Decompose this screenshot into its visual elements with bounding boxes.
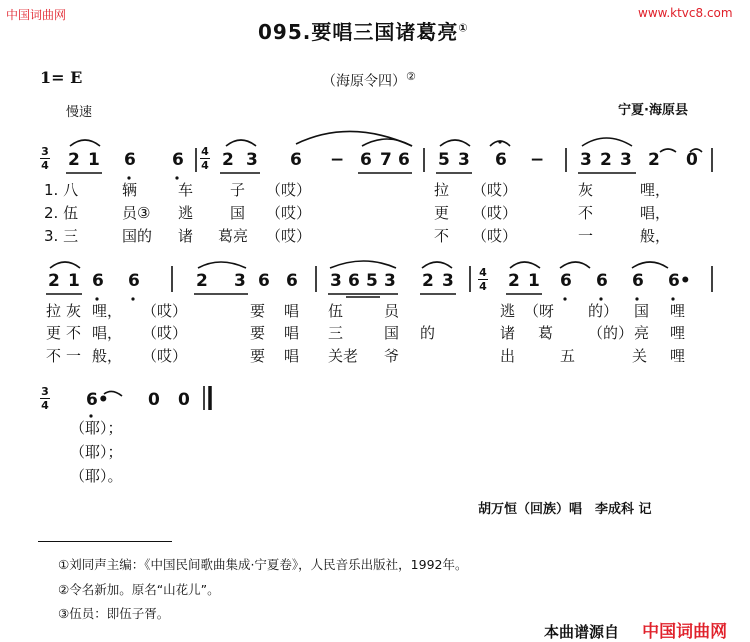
slur (70, 140, 100, 146)
octave-dot (563, 297, 566, 300)
footnote-3: ③伍员：即伍子胥。 (58, 606, 170, 621)
octave-dot (635, 297, 638, 300)
rest: 0 (178, 390, 190, 410)
note: 3 (246, 150, 258, 170)
octave-dot (89, 414, 92, 417)
lyric: 逃 (178, 204, 194, 222)
lyric: 子 (230, 181, 246, 199)
lyric: 哩 (670, 347, 686, 365)
lyric: 亮 (634, 324, 650, 342)
note: 6 (290, 150, 302, 170)
note: 1 (528, 271, 540, 291)
time-signature-4-4: 4 4 (479, 266, 487, 293)
tie (690, 149, 702, 152)
lyric: 出 (500, 347, 516, 365)
time-signature-4-4: 4 4 (201, 145, 209, 172)
source-site: 中国词曲网 (642, 622, 728, 642)
lyric: 般， (92, 347, 123, 365)
note: 6• (668, 271, 691, 291)
octave-dot (131, 297, 134, 300)
note: 6• (86, 390, 109, 410)
lyric: （哎） (142, 347, 188, 365)
slur (362, 139, 412, 146)
lyric: （哎） (472, 227, 518, 245)
octave-dot (127, 176, 130, 179)
lyric: 2. 伍 (44, 204, 79, 222)
note: 6 (286, 271, 298, 291)
rest: 0 (686, 150, 698, 170)
lyric: 车 (178, 181, 194, 199)
lyric: 要 (250, 324, 266, 342)
note: 6 (172, 150, 184, 170)
lyric: （的） (588, 324, 634, 342)
lyric: 葛 (538, 324, 554, 342)
tune-footnote-mark: ② (406, 70, 416, 83)
key-signature: 1= E (40, 68, 83, 87)
note: 3 (620, 150, 632, 170)
note: 3 (234, 271, 246, 291)
tie (660, 149, 676, 152)
lyric: 拉 (46, 302, 62, 320)
lyric: 不 (66, 324, 82, 342)
dash: − (330, 150, 345, 170)
note: 1 (88, 150, 100, 170)
lyric: 关 (632, 347, 648, 365)
footnote-2: ②令名新加。原名“山花儿”。 (58, 582, 220, 597)
lyric: 唱 (284, 324, 300, 342)
lyric: 唱 (284, 302, 300, 320)
slur (582, 138, 632, 146)
slur (50, 262, 80, 268)
lyric: 般， (640, 227, 671, 245)
slur (198, 262, 246, 268)
performer-credits: 胡万恒（回族）唱 李成科 记 (478, 502, 652, 517)
lyric: 关老 (328, 347, 359, 365)
lyric: 哩 (670, 302, 686, 320)
octave-dot (95, 297, 98, 300)
lyric: 三 (328, 324, 344, 342)
lyric: （哎） (266, 227, 312, 245)
rest: 0 (148, 390, 160, 410)
lyric: 一 (66, 347, 82, 365)
note: 5 (366, 271, 378, 291)
lyric: 逃 (500, 302, 516, 320)
lyric: （哎） (266, 204, 312, 222)
lyric: （耶）。 (70, 467, 123, 485)
lyric: 哩， (640, 181, 671, 199)
slur (632, 262, 668, 268)
tie (104, 391, 122, 396)
region-label: 宁夏·海原县 (618, 103, 688, 118)
lyric: 员 (384, 302, 400, 320)
lyric: 国的 (122, 227, 153, 245)
lyric: 灰 (578, 181, 594, 199)
lyric: 国 (384, 324, 400, 342)
lyric: 不 (434, 227, 450, 245)
tune-name-text: （海原令四） (322, 73, 406, 90)
source-label: 本曲谱源自 (544, 623, 620, 641)
note: 2 (422, 271, 434, 291)
lyric: （耶）； (70, 419, 123, 437)
note: 2 (508, 271, 520, 291)
lyric: 五 (560, 347, 576, 365)
time-signature-3-4: 3 4 (41, 145, 49, 172)
lyric: （耶）； (70, 443, 123, 461)
lyric: 灰 (66, 302, 82, 320)
note: 7 (380, 150, 392, 170)
lyric: 3. 三 (44, 227, 79, 245)
note: 2 (48, 271, 60, 291)
note: 2 (600, 150, 612, 170)
lyric: 要 (250, 302, 266, 320)
octave-dot (599, 297, 602, 300)
lyric: 拉 (434, 181, 450, 199)
lyric: 诸 (500, 324, 516, 342)
lyric: 哩 (670, 324, 686, 342)
lyric: 的 (420, 324, 436, 342)
lyric: （哎） (142, 324, 188, 342)
note: 6 (560, 271, 572, 291)
lyric: 员③ (122, 204, 151, 222)
lyric: 诸 (178, 227, 194, 245)
slur (330, 261, 396, 268)
lyric: 1. 八 (44, 181, 79, 199)
lyric: （呀 (524, 302, 555, 320)
fermata-dot (498, 140, 501, 143)
lyric: （哎） (472, 181, 518, 199)
slur (560, 262, 590, 268)
lyric: 要 (250, 347, 266, 365)
note: 1 (68, 271, 80, 291)
note: 5 (438, 150, 450, 170)
tempo-marking: 慢速 (66, 105, 93, 120)
watermark-right: www.ktvc8.com (638, 6, 733, 20)
note: 3 (580, 150, 592, 170)
lyric: （哎） (266, 181, 312, 199)
lyric: 伍 (328, 302, 344, 320)
lyric: 国 (634, 302, 650, 320)
note: 2 (648, 150, 660, 170)
lyric: 唱 (284, 347, 300, 365)
note: 6 (124, 150, 136, 170)
note: 2 (196, 271, 208, 291)
title-footnote-mark: ① (458, 21, 469, 35)
lyric: 唱， (640, 204, 671, 222)
note: 6 (348, 271, 360, 291)
note: 2 (222, 150, 234, 170)
note: 6 (128, 271, 140, 291)
note: 3 (442, 271, 454, 291)
note: 6 (495, 150, 507, 170)
lyric: 爷 (384, 347, 400, 365)
note: 6 (632, 271, 644, 291)
note: 3 (384, 271, 396, 291)
note: 6 (92, 271, 104, 291)
lyric: 不 (578, 204, 594, 222)
note: 6 (258, 271, 270, 291)
note: 6 (398, 150, 410, 170)
slur (422, 262, 452, 268)
lyric: （哎） (142, 302, 188, 320)
octave-dot (671, 297, 674, 300)
note: 2 (68, 150, 80, 170)
note: 3 (330, 271, 342, 291)
lyric: （哎） (472, 204, 518, 222)
title-text: 095.要唱三国诸葛亮 (258, 20, 459, 44)
lyric: 辆 (122, 181, 138, 199)
lyric: 一 (578, 227, 594, 245)
slur (510, 262, 540, 268)
dash: − (530, 150, 545, 170)
note: 6 (360, 150, 372, 170)
lyric: 国 (230, 204, 246, 222)
note: 3 (458, 150, 470, 170)
footnote-1: ①刘同声主编：《中国民间歌曲集成·宁夏卷》，人民音乐出版社，1992年。 (58, 557, 468, 572)
note: 6 (596, 271, 608, 291)
lyric: 更 (434, 204, 450, 222)
lyric: 的） (588, 302, 619, 320)
lyric: 唱， (92, 324, 123, 342)
octave-dot (175, 176, 178, 179)
lyric: 更 (46, 324, 62, 342)
lyric: 葛亮 (218, 227, 249, 245)
slur (226, 140, 256, 146)
slur (440, 140, 470, 146)
time-signature-3-4: 3 4 (41, 385, 49, 412)
lyric: 不 (46, 347, 62, 365)
slur (296, 131, 412, 146)
lyric: 哩， (92, 302, 123, 320)
watermark-left: 中国词曲网 (6, 8, 67, 22)
